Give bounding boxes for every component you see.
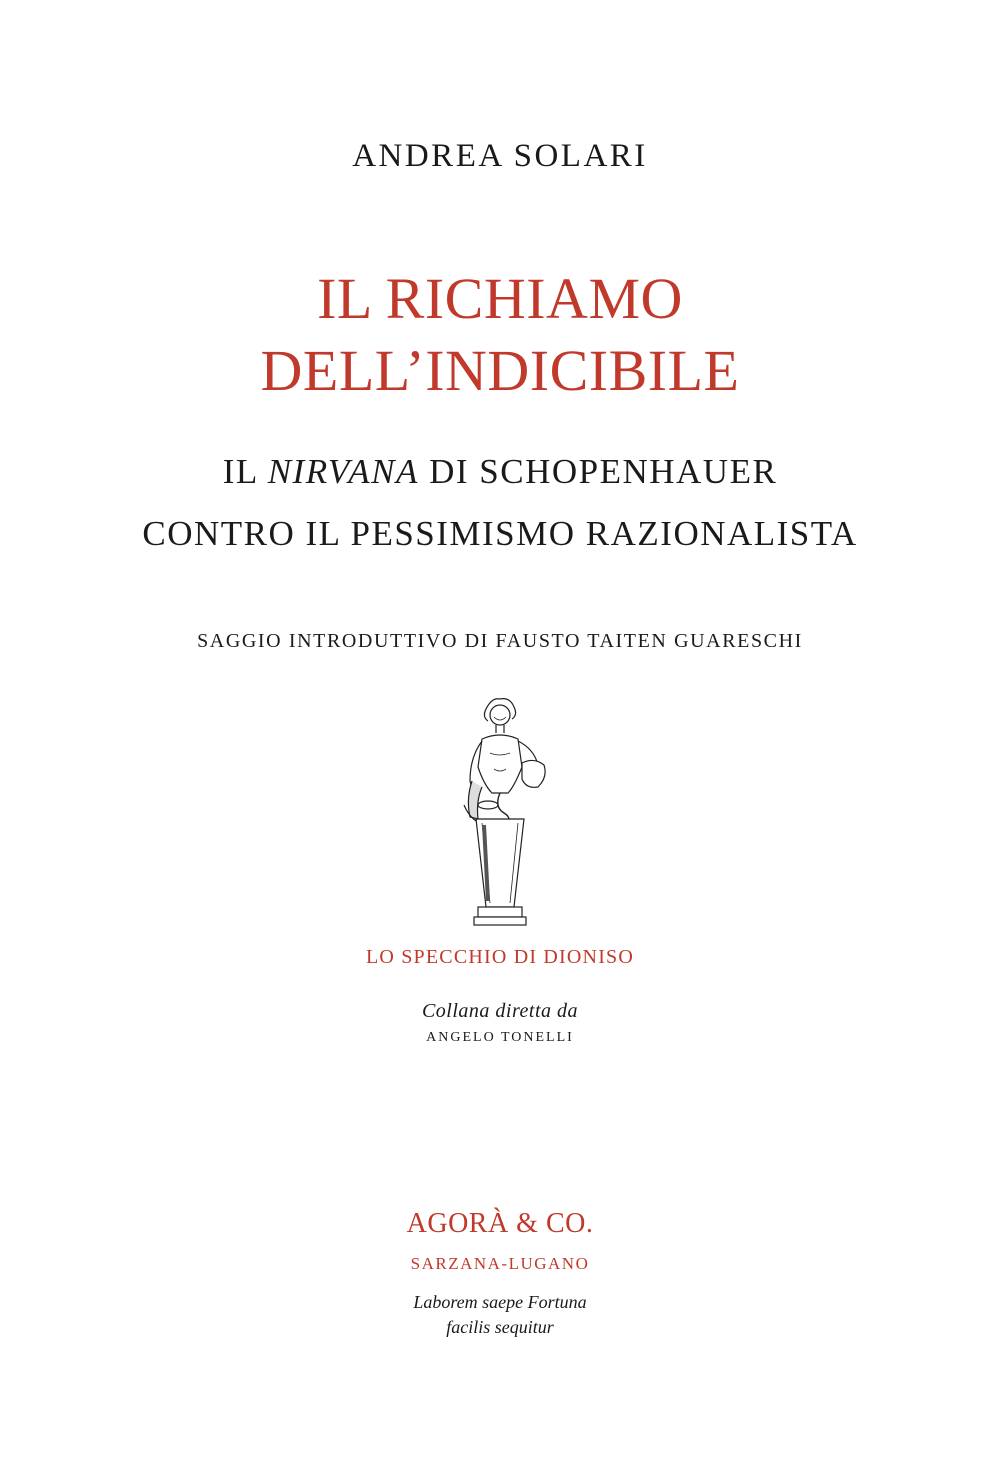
subtitle-italic-word: NIRVANA [267,452,419,491]
dionysus-statue-icon [442,695,558,931]
book-title-line-2: DELL’INDICIBILE [260,338,740,403]
introduction-credit: SAGGIO INTRODUTTIVO DI FAUSTO TAITEN GUARESCHI [197,630,803,652]
subtitle-line-1 [0,452,1000,492]
series-editor-label: Collana diretta da [421,1000,579,1022]
series-editor-name: ANGELO TONELLI [426,1030,574,1045]
subtitle-prefix: IL [222,452,268,491]
publisher-name: AGORÀ & CO. [406,1208,594,1239]
book-title-line-1: IL RICHIAMO [317,266,683,331]
series-name: LO SPECCHIO DI DIONISO [365,946,635,968]
publisher-motto-line-2: facilis sequitur [446,1317,554,1337]
subtitle-suffix: DI SCHOPENHAUER [418,452,778,491]
author-name: ANDREA SOLARI [352,138,648,174]
publisher-place: SARZANA-LUGANO [410,1254,590,1273]
subtitle-line-2: CONTRO IL PESSIMISMO RAZIONALISTA [142,514,858,553]
publisher-motto-line-1: Laborem saepe Fortuna [413,1292,587,1312]
